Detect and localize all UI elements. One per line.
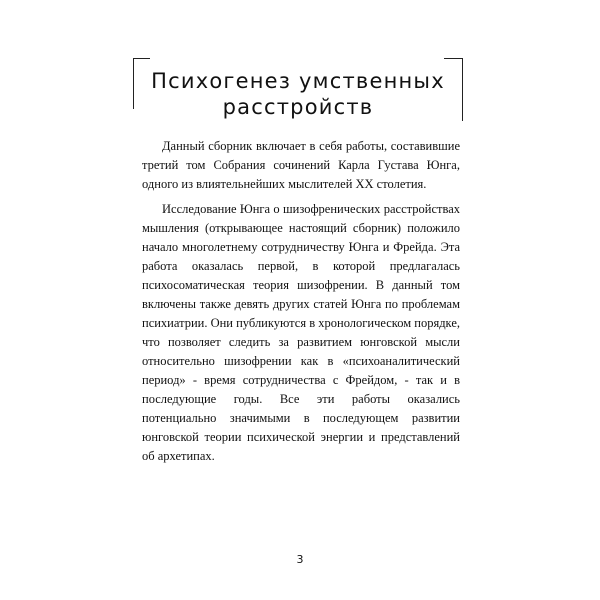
page-number: 3: [296, 553, 304, 566]
chapter-title: [133, 68, 463, 120]
body-text: [142, 137, 460, 472]
paragraph-1: Данный сборник включает в себя работы, составившие третий том Собрания сочинений Карла Густава Юнга, одного из влиятельнейших мыслителей XX столетия.: [142, 139, 460, 191]
chapter-title-line-2: расстройств: [222, 95, 374, 119]
chapter-title-line-1: Психогенез умственных: [151, 69, 445, 93]
chapter-title-block: [133, 58, 463, 122]
paragraph-2: Исследование Юнга о шизофренических расстройствах мышления (открывающее настоящий сборник) положило начало многолетнему сотрудничеству Юнга и Фрейда. Эта работа оказалась первой, в которой предлагалась психосоматическая теория шизофрении. В данный том включены также девять других статей Юнга по проблемам психиатрии. Они публикуются в хронологическом порядке, что позволяет следить за развитием юнговской мысли относительно шизофрении как в «психоаналитический период» - время сотрудничества с Фрейдом, - так и в последующие годы. Все эти работы оказались потенциально значимыми в последующем развитии юнговской теории психической энергии и представлений об архетипах.: [142, 202, 460, 463]
